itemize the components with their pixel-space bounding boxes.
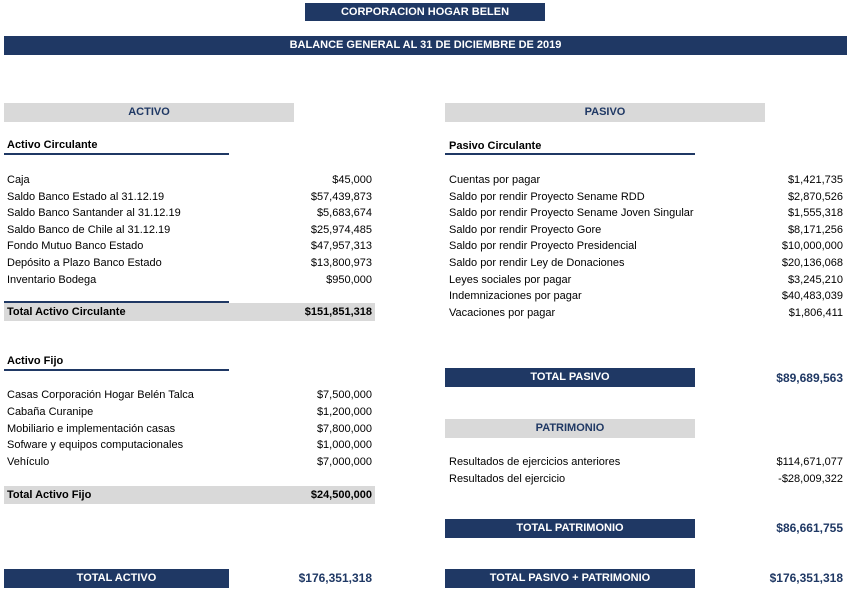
total-pasivo-patrimonio-bar bbox=[445, 569, 695, 588]
activo-fijo-title: Activo Fijo bbox=[7, 355, 64, 367]
total-pasivo-label: TOTAL PASIVO bbox=[530, 371, 610, 383]
line-item-label: Resultados del ejercicio bbox=[449, 473, 566, 485]
line-item-amount: $3,245,210 bbox=[787, 273, 843, 286]
line-item-amount: $57,439,873 bbox=[310, 190, 372, 203]
line-item-row bbox=[449, 205, 843, 221]
line-item-row bbox=[449, 305, 843, 321]
line-item-row bbox=[7, 437, 372, 453]
line-item-amount: $45,000 bbox=[332, 174, 372, 186]
line-item-amount: $10,000,000 bbox=[781, 240, 843, 253]
line-item-label: Vehículo bbox=[7, 456, 50, 469]
line-item-row bbox=[7, 205, 372, 221]
total-activo-amount: $176,351,318 bbox=[298, 571, 372, 585]
line-item-row bbox=[449, 288, 843, 304]
line-item-row bbox=[449, 272, 843, 288]
line-item-amount: $7,000,000 bbox=[316, 456, 372, 469]
line-item-row bbox=[7, 421, 372, 437]
line-item-amount: $40,483,039 bbox=[781, 290, 843, 303]
total-pasivo-bar bbox=[445, 368, 695, 387]
line-item-label: Sofware y equipos computacionales bbox=[7, 439, 184, 452]
line-item-amount: $7,500,000 bbox=[316, 389, 372, 401]
total-pasivo-patrimonio-label: TOTAL PASIVO + PATRIMONIO bbox=[489, 572, 651, 584]
line-item-label: Resultados de ejercicios anteriores bbox=[449, 456, 621, 468]
line-item-label: Saldo por rendir Proyecto Presidencial bbox=[449, 240, 637, 253]
line-item-label: Saldo Banco Santander al 31.12.19 bbox=[7, 207, 181, 220]
line-item-label: Mobiliario e implementación casas bbox=[7, 422, 176, 435]
line-item-row bbox=[449, 454, 843, 470]
total-pasivo-amount: $89,689,563 bbox=[776, 371, 843, 385]
line-item-label: Saldo Banco Estado al 31.12.19 bbox=[7, 190, 165, 203]
line-item-label: Inventario Bodega bbox=[7, 273, 97, 286]
activo-fijo-total-amount: $24,500,000 bbox=[310, 489, 372, 501]
line-item-label: Saldo por rendir Ley de Donaciones bbox=[449, 257, 625, 269]
activo-circulante-total-amount: $151,851,318 bbox=[304, 306, 372, 318]
line-item-row bbox=[7, 255, 372, 271]
line-item-label: Depósito a Plazo Banco Estado bbox=[7, 257, 162, 269]
activo-heading: ACTIVO bbox=[4, 103, 294, 122]
line-item-amount: $25,974,485 bbox=[310, 223, 372, 236]
line-item-row bbox=[7, 454, 372, 470]
line-item-label: Caja bbox=[7, 174, 30, 186]
line-item-label: Cuentas por pagar bbox=[449, 174, 541, 186]
line-item-label: Leyes sociales por pagar bbox=[449, 273, 572, 286]
line-item-row bbox=[7, 404, 372, 420]
line-item-amount: $20,136,068 bbox=[781, 257, 843, 269]
total-patrimonio-amount: $86,661,755 bbox=[776, 521, 843, 535]
line-item-amount: $47,957,313 bbox=[310, 240, 372, 253]
line-item-row bbox=[7, 172, 372, 188]
total-patrimonio-bar bbox=[445, 519, 695, 538]
activo-circulante-total-label: Total Activo Circulante bbox=[7, 306, 126, 318]
line-item-amount: $1,200,000 bbox=[316, 405, 372, 418]
line-item-amount: $1,000,000 bbox=[316, 439, 372, 452]
line-item-label: Cabaña Curanipe bbox=[7, 405, 94, 418]
line-item-row bbox=[7, 189, 372, 205]
total-activo-bar bbox=[4, 569, 229, 588]
pasivo-circulante-title: Pasivo Circulante bbox=[449, 140, 542, 152]
line-item-row bbox=[449, 238, 843, 254]
line-item-amount: $13,800,973 bbox=[310, 257, 372, 269]
line-item-amount: $5,683,674 bbox=[316, 207, 372, 220]
line-item-label: Casas Corporación Hogar Belén Talca bbox=[7, 389, 194, 401]
line-item-amount: $2,870,526 bbox=[787, 190, 843, 203]
line-item-amount: $950,000 bbox=[326, 273, 372, 286]
line-item-label: Saldo por rendir Proyecto Sename RDD bbox=[449, 190, 645, 203]
line-item-label: Fondo Mutuo Banco Estado bbox=[7, 240, 144, 253]
pasivo-circulante-underline bbox=[445, 153, 695, 155]
line-item-row bbox=[449, 189, 843, 205]
line-item-row bbox=[449, 172, 843, 188]
line-item-label: Vacaciones por pagar bbox=[449, 306, 556, 319]
activo-circulante-title: Activo Circulante bbox=[7, 139, 98, 151]
line-item-row bbox=[449, 222, 843, 238]
line-item-amount: $7,800,000 bbox=[316, 422, 372, 435]
activo-fijo-underline bbox=[4, 369, 229, 371]
line-item-row bbox=[7, 387, 372, 403]
line-item-row bbox=[7, 222, 372, 238]
company-title: CORPORACION HOGAR BELEN bbox=[340, 6, 510, 18]
line-item-amount: $114,671,077 bbox=[776, 456, 843, 468]
line-item-amount: $1,806,411 bbox=[788, 306, 843, 319]
report-title: BALANCE GENERAL AL 31 DE DICIEMBRE DE 2019 bbox=[289, 39, 562, 51]
line-item-amount: $1,421,735 bbox=[787, 174, 843, 186]
total-pasivo-patrimonio-amount: $176,351,318 bbox=[769, 571, 843, 585]
line-item-amount: $8,171,256 bbox=[787, 223, 843, 236]
company-title-bar bbox=[305, 3, 545, 21]
line-item-row bbox=[7, 272, 372, 288]
report-title-bar bbox=[4, 36, 847, 55]
activo-fijo-total-label: Total Activo Fijo bbox=[7, 489, 92, 501]
line-item-label: Saldo por rendir Proyecto Gore bbox=[449, 223, 602, 236]
activo-circulante-total-row bbox=[4, 303, 375, 321]
activo-circulante-underline bbox=[4, 153, 229, 155]
patrimonio-heading: PATRIMONIO bbox=[445, 419, 695, 438]
line-item-row bbox=[449, 255, 843, 271]
line-item-row bbox=[449, 471, 843, 487]
total-activo-label: TOTAL ACTIVO bbox=[76, 572, 157, 584]
line-item-label: Indemnizaciones por pagar bbox=[449, 290, 582, 303]
line-item-label: Saldo Banco de Chile al 31.12.19 bbox=[7, 223, 171, 236]
line-item-label: Saldo por rendir Proyecto Sename Joven Singular bbox=[449, 207, 694, 220]
activo-fijo-total-row bbox=[4, 486, 375, 504]
total-patrimonio-label: TOTAL PATRIMONIO bbox=[516, 522, 624, 534]
line-item-amount: -$28,009,322 bbox=[778, 473, 843, 485]
line-item-row bbox=[7, 238, 372, 254]
line-item-amount: $1,555,318 bbox=[787, 207, 843, 220]
pasivo-heading: PASIVO bbox=[445, 103, 765, 122]
